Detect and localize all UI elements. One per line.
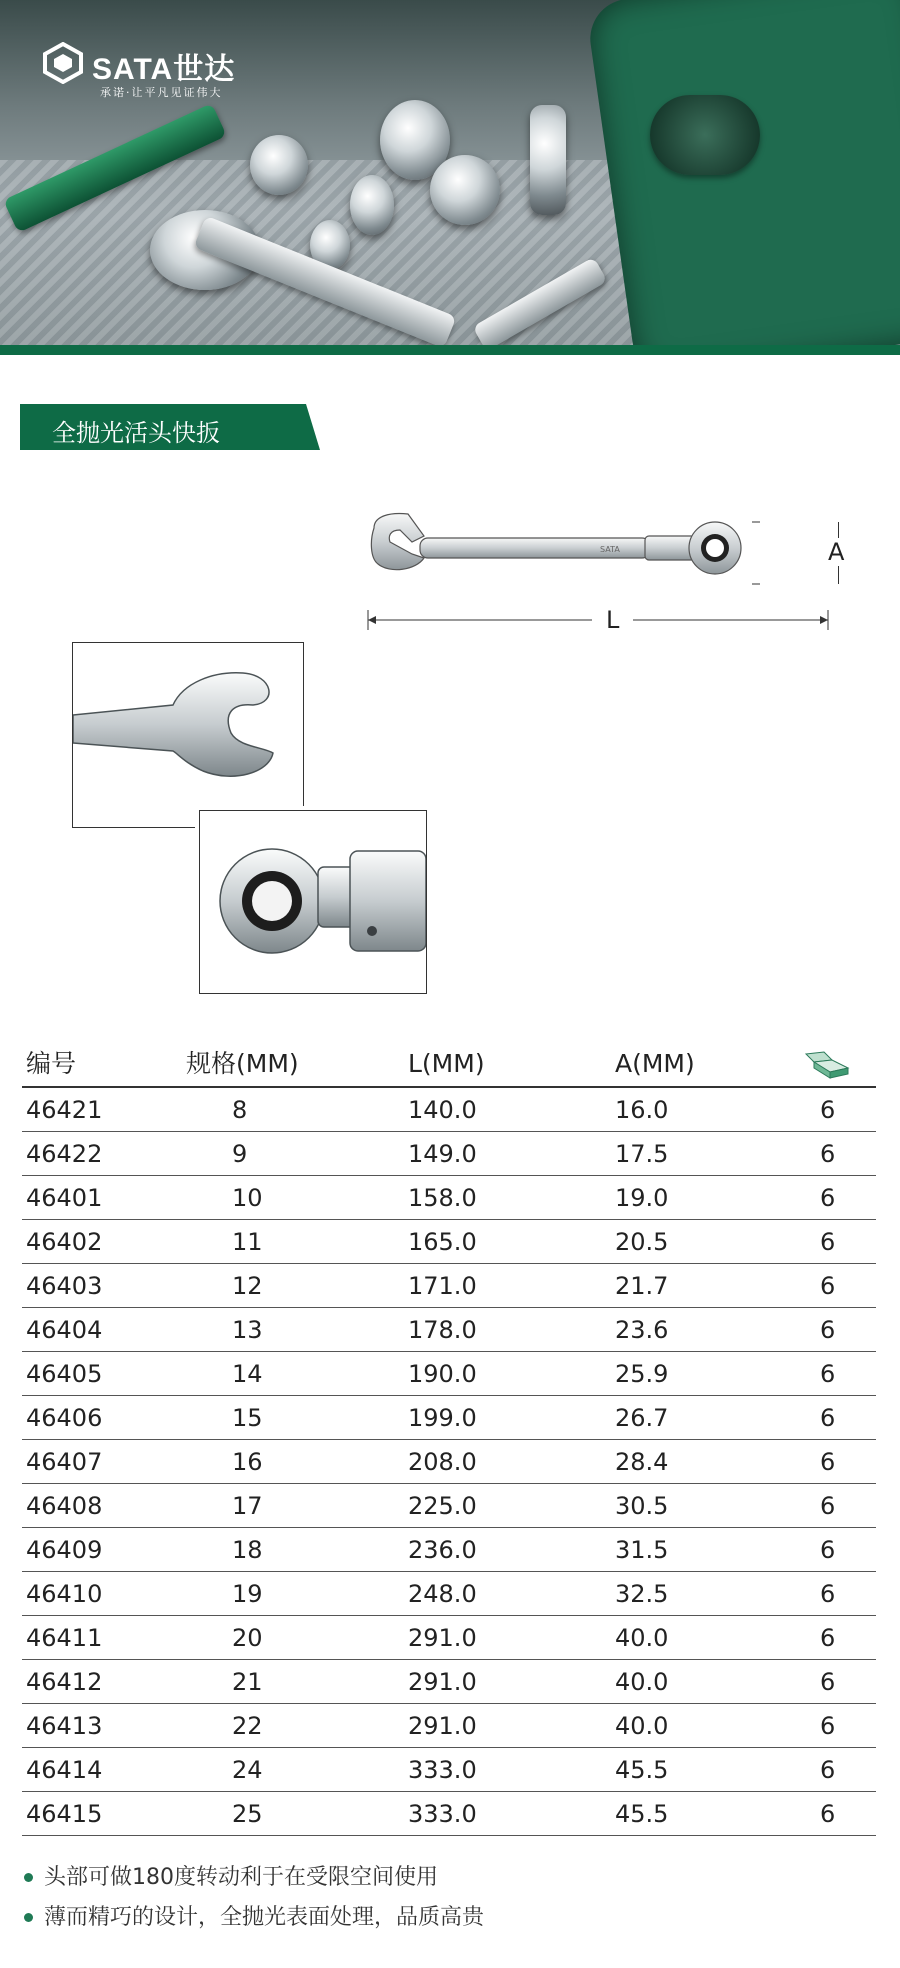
cell-size: 19 [232, 1580, 263, 1608]
cell-length: 158.0 [408, 1184, 477, 1212]
cell-qty: 6 [820, 1360, 836, 1388]
tape-measure-image [650, 95, 760, 175]
table-row [22, 1132, 876, 1176]
cell-qty: 6 [820, 1404, 836, 1432]
table-row [22, 1264, 876, 1308]
socket-image [350, 175, 394, 235]
brand-slogan: 承诺·让平凡见证伟大 [100, 86, 223, 99]
cell-length: 291.0 [408, 1712, 477, 1740]
cell-height: 16.0 [615, 1096, 669, 1124]
cell-code: 46401 [26, 1184, 103, 1212]
cell-height: 45.5 [615, 1800, 669, 1828]
dimension-length-label: L [592, 606, 633, 634]
cell-qty: 6 [820, 1140, 836, 1168]
socket-image [250, 135, 308, 195]
header-size: 规格(MM) [186, 1049, 299, 1078]
header-length: L(MM) [408, 1049, 485, 1078]
table-body [22, 1088, 876, 1836]
cell-qty: 6 [820, 1316, 836, 1344]
cell-size: 9 [232, 1140, 248, 1168]
cell-size: 18 [232, 1536, 263, 1564]
cell-size: 25 [232, 1800, 263, 1828]
cell-qty: 6 [820, 1184, 836, 1212]
cell-qty: 6 [820, 1536, 836, 1564]
cell-code: 46414 [26, 1756, 103, 1784]
cell-length: 140.0 [408, 1096, 477, 1124]
table-row [22, 1748, 876, 1792]
cell-size: 14 [232, 1360, 263, 1388]
cell-length: 291.0 [408, 1668, 477, 1696]
header-height: A(MM) [615, 1049, 695, 1078]
feature-note-text: 头部可做180度转动利于在受限空间使用 [44, 1865, 438, 1890]
cell-size: 16 [232, 1448, 263, 1476]
tool-tray-image [585, 0, 900, 355]
cell-code: 46407 [26, 1448, 103, 1476]
header-code: 编号 [26, 1049, 77, 1078]
cell-code: 46422 [26, 1140, 103, 1168]
spec-table [22, 1042, 876, 1836]
cell-qty: 6 [820, 1756, 836, 1784]
cell-qty: 6 [820, 1580, 836, 1608]
cell-code: 46403 [26, 1272, 103, 1300]
bullet-icon [24, 1913, 33, 1922]
cell-height: 32.5 [615, 1580, 669, 1608]
cell-qty: 6 [820, 1096, 836, 1124]
feature-notes [22, 1858, 882, 1938]
table-row [22, 1528, 876, 1572]
table-row [22, 1308, 876, 1352]
socket-image [530, 105, 566, 215]
cell-code: 46404 [26, 1316, 103, 1344]
open-end-detail-image [72, 642, 304, 828]
cell-height: 31.5 [615, 1536, 669, 1564]
feature-note [22, 1898, 882, 1938]
cell-size: 24 [232, 1756, 263, 1784]
section-title-text: 全抛光活头快扳 [52, 419, 220, 447]
cell-length: 171.0 [408, 1272, 477, 1300]
cell-code: 46409 [26, 1536, 103, 1564]
cell-size: 12 [232, 1272, 263, 1300]
package-quantity-icon [804, 1050, 850, 1080]
combination-wrench-icon [371, 514, 741, 574]
cell-qty: 6 [820, 1624, 836, 1652]
cell-height: 40.0 [615, 1712, 669, 1740]
svg-text:SATA: SATA [600, 545, 620, 554]
table-row [22, 1396, 876, 1440]
cell-height: 26.7 [615, 1404, 669, 1432]
cell-code: 46405 [26, 1360, 103, 1388]
cell-code: 46406 [26, 1404, 103, 1432]
cell-code: 46413 [26, 1712, 103, 1740]
sata-logo-icon [42, 42, 84, 84]
table-row [22, 1572, 876, 1616]
bullet-icon [24, 1873, 33, 1882]
table-row [22, 1660, 876, 1704]
table-row [22, 1220, 876, 1264]
feature-note-text: 薄而精巧的设计，全抛光表面处理，品质高贵 [44, 1905, 485, 1930]
brand-name: SATA世达 [92, 53, 236, 86]
banner-bottom-band [0, 345, 900, 355]
cell-code: 46410 [26, 1580, 103, 1608]
cell-qty: 6 [820, 1800, 836, 1828]
header-banner [0, 0, 900, 355]
feature-note [22, 1858, 882, 1898]
table-header-row [22, 1042, 876, 1088]
cell-size: 10 [232, 1184, 263, 1212]
table-row [22, 1352, 876, 1396]
cell-height: 25.9 [615, 1360, 669, 1388]
cell-length: 333.0 [408, 1800, 477, 1828]
cell-height: 21.7 [615, 1272, 669, 1300]
cell-qty: 6 [820, 1448, 836, 1476]
cell-length: 178.0 [408, 1316, 477, 1344]
wrench-dimension-diagram [360, 500, 845, 650]
cell-size: 15 [232, 1404, 263, 1432]
cell-length: 248.0 [408, 1580, 477, 1608]
cell-size: 17 [232, 1492, 263, 1520]
cell-length: 208.0 [408, 1448, 477, 1476]
cell-size: 8 [232, 1096, 248, 1124]
table-row [22, 1440, 876, 1484]
table-row [22, 1616, 876, 1660]
cell-height: 19.0 [615, 1184, 669, 1212]
cell-length: 190.0 [408, 1360, 477, 1388]
cell-qty: 6 [820, 1228, 836, 1256]
cell-qty: 6 [820, 1668, 836, 1696]
cell-height: 17.5 [615, 1140, 669, 1168]
cell-height: 40.0 [615, 1668, 669, 1696]
table-row [22, 1792, 876, 1836]
cell-length: 149.0 [408, 1140, 477, 1168]
section-title [20, 404, 320, 450]
table-row [22, 1704, 876, 1748]
ratchet-head-detail-image [199, 810, 427, 994]
table-row [22, 1176, 876, 1220]
cell-size: 22 [232, 1712, 263, 1740]
socket-image [430, 155, 500, 225]
cell-code: 46415 [26, 1800, 103, 1828]
table-row [22, 1484, 876, 1528]
cell-code: 46402 [26, 1228, 103, 1256]
cell-code: 46411 [26, 1624, 103, 1652]
cell-length: 236.0 [408, 1536, 477, 1564]
cell-length: 225.0 [408, 1492, 477, 1520]
cell-qty: 6 [820, 1272, 836, 1300]
cell-length: 199.0 [408, 1404, 477, 1432]
cell-qty: 6 [820, 1492, 836, 1520]
cell-height: 20.5 [615, 1228, 669, 1256]
cell-code: 46421 [26, 1096, 103, 1124]
cell-height: 28.4 [615, 1448, 669, 1476]
cell-height: 45.5 [615, 1756, 669, 1784]
cell-code: 46412 [26, 1668, 103, 1696]
table-row [22, 1088, 876, 1132]
cell-size: 11 [232, 1228, 263, 1256]
cell-size: 21 [232, 1668, 263, 1696]
cell-length: 165.0 [408, 1228, 477, 1256]
cell-height: 23.6 [615, 1316, 669, 1344]
cell-code: 46408 [26, 1492, 103, 1520]
cell-size: 13 [232, 1316, 263, 1344]
cell-qty: 6 [820, 1712, 836, 1740]
cell-height: 40.0 [615, 1624, 669, 1652]
cell-length: 291.0 [408, 1624, 477, 1652]
dimension-height-label: A [828, 538, 845, 566]
cell-height: 30.5 [615, 1492, 669, 1520]
cell-size: 20 [232, 1624, 263, 1652]
cell-length: 333.0 [408, 1756, 477, 1784]
